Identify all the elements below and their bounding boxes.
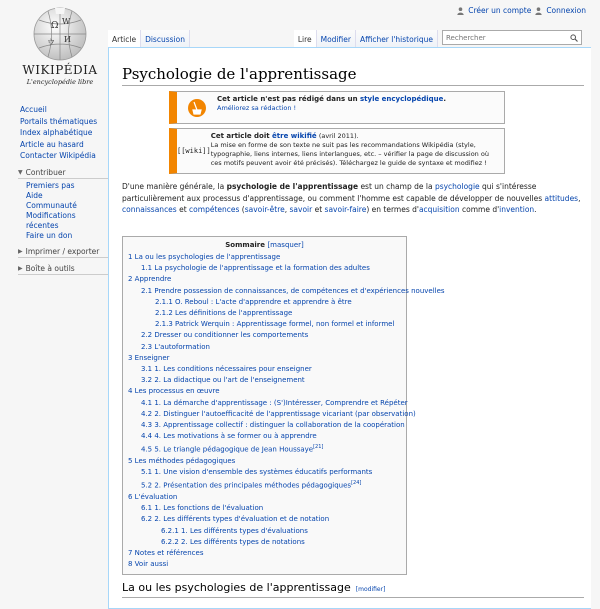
print-portal bbox=[20, 247, 110, 258]
collapsed-arrow-icon: ▶ bbox=[18, 264, 23, 272]
intro-text: ( bbox=[239, 205, 245, 214]
personal-tools bbox=[457, 6, 586, 15]
broom-notice-icon bbox=[187, 98, 207, 118]
toc-item[interactable]: 2 Apprendre bbox=[128, 275, 172, 284]
intro-bold-term: psychologie de l'apprentissage bbox=[226, 182, 359, 191]
tab-edit[interactable]: Modifier bbox=[317, 30, 356, 48]
toc-item[interactable]: 2.1.2 Les définitions de l'apprentissage bbox=[155, 309, 293, 318]
link-attitudes[interactable]: attitudes bbox=[544, 193, 579, 203]
svg-text:Ω: Ω bbox=[51, 21, 59, 31]
intro-text: , bbox=[284, 205, 290, 214]
toc-item[interactable]: 1.1 La psychologie de l'apprentissage et la formation des adultes bbox=[141, 264, 370, 273]
toc-item[interactable]: 6.2.1 1. Les différents types d'évaluations bbox=[161, 526, 308, 535]
toc-item[interactable]: 3 Enseigner bbox=[128, 353, 170, 362]
toc-item[interactable]: 6.1 1. Les fonctions de l'évaluation bbox=[141, 504, 264, 513]
wikify-text bbox=[211, 129, 504, 171]
toc-item[interactable]: 3.2 2. La didactique ou l'art de l'enseignement bbox=[141, 376, 305, 385]
toc-item[interactable]: 3.1 1. Les conditions nécessaires pour enseigner bbox=[141, 365, 312, 374]
expanded-arrow-icon: ▼ bbox=[18, 168, 23, 176]
search-icon[interactable] bbox=[570, 34, 578, 42]
link-connaissances[interactable]: connaissances bbox=[122, 205, 177, 214]
sidebar-item-first-steps[interactable]: Premiers pas bbox=[26, 180, 75, 190]
link-invention[interactable]: invention bbox=[499, 205, 535, 214]
toc-item[interactable]: 4.4 4. Les motivations à se former ou à apprendre bbox=[141, 432, 317, 441]
svg-text:И: И bbox=[64, 35, 71, 44]
tools-heading-label: Boîte à outils bbox=[25, 263, 75, 273]
toc-item[interactable]: 5.2 2. Présentation des principales méthodes pédagogiques[24] bbox=[141, 480, 362, 490]
tab-article[interactable]: Article bbox=[108, 30, 141, 48]
toc-item[interactable]: 4.5 5. Le triangle pédagogique de Jean Houssaye[21] bbox=[141, 444, 324, 454]
toc-item[interactable]: 2.1.3 Patrick Werquin : Apprentissage formel, non formel et informel bbox=[155, 320, 395, 329]
intro-text: comme d' bbox=[459, 205, 500, 214]
wikify-notice-banner bbox=[169, 128, 505, 174]
intro-text: et bbox=[312, 205, 325, 214]
style-link[interactable]: style encyclopédique bbox=[360, 95, 444, 103]
wikify-date: (avril 2011). bbox=[318, 132, 359, 140]
intro-text: D'une manière générale, la bbox=[122, 182, 227, 191]
contribute-heading-label: Contribuer bbox=[25, 167, 66, 177]
svg-text:W: W bbox=[62, 17, 71, 26]
title-divider bbox=[122, 85, 584, 86]
user-icon bbox=[457, 7, 464, 15]
sidebar-navigation bbox=[20, 104, 110, 162]
tab-history[interactable]: Afficher l'historique bbox=[356, 30, 438, 48]
link-competences[interactable]: compétences bbox=[189, 205, 240, 214]
improve-link[interactable]: Améliorez sa rédaction ! bbox=[217, 104, 297, 112]
toc-list bbox=[128, 252, 445, 570]
intro-text: est un champ de la bbox=[358, 182, 435, 191]
toc-title-label: Sommaire bbox=[225, 241, 266, 249]
toc-item[interactable]: 4.1 1. La démarche d'apprentissage : (S')Intéresser, Comprendre et Répéter bbox=[141, 398, 408, 407]
contribute-heading[interactable] bbox=[18, 168, 110, 179]
toc-title bbox=[128, 241, 401, 249]
page-title: Psychologie de l'apprentissage bbox=[122, 65, 357, 83]
intro-text: . bbox=[534, 205, 537, 214]
toc-item[interactable]: 6.2 2. Les différents types d'évaluation et de notation bbox=[141, 515, 330, 524]
collapsed-arrow-icon: ▶ bbox=[18, 247, 23, 255]
sidebar bbox=[20, 104, 110, 275]
wiki-brackets-icon: [[wiki]] bbox=[177, 147, 211, 155]
section-heading bbox=[122, 581, 584, 598]
toc-item[interactable]: 4.3 3. Apprentissage collectif : distinguer la collaboration de la coopération bbox=[141, 421, 405, 430]
toc-item[interactable]: 2.1 Prendre possession de connaissances, de compétences et d'expériences nouvelles bbox=[141, 286, 445, 295]
wikipedia-logo[interactable] bbox=[10, 4, 110, 96]
toc-footnote-ref[interactable]: [21] bbox=[313, 444, 324, 451]
toc-item[interactable]: 4 Les processus en œuvre bbox=[128, 387, 220, 396]
svg-text:ウ: ウ bbox=[47, 38, 55, 47]
wikify-title-before: Cet article doit bbox=[210, 132, 273, 140]
section-edit-link[interactable]: [modifier] bbox=[355, 586, 386, 593]
toc-item[interactable]: 2.2 Dresser ou conditionner les comportements bbox=[141, 331, 309, 340]
toc-item[interactable]: 4.2 2. Distinguer l'autoefficacité de l'apprentissage vicariant (par observation) bbox=[141, 409, 416, 418]
login-icon bbox=[535, 7, 542, 15]
sidebar-item-community[interactable]: Communauté bbox=[26, 200, 77, 210]
tab-read[interactable]: Lire bbox=[294, 30, 317, 48]
print-heading-label: Imprimer / exporter bbox=[25, 246, 100, 256]
style-notice-banner bbox=[169, 91, 505, 124]
notice-icon-cell bbox=[177, 92, 217, 123]
link-savoir-faire[interactable]: savoir-faire bbox=[324, 205, 367, 214]
sidebar-item-accueil[interactable]: Accueil bbox=[20, 105, 47, 114]
contribute-portal bbox=[20, 168, 110, 241]
puzzle-globe-icon bbox=[31, 4, 89, 62]
intro-text: qui s'intéresse particulièrement aux processus d'apprentissage, ou comment l'homme est capable de développer de nouvelles bbox=[122, 182, 545, 203]
toc-item[interactable]: 5 Les méthodes pédagogiques bbox=[128, 456, 236, 465]
sidebar-item-contact[interactable]: Contacter Wikipédia bbox=[20, 151, 96, 160]
sidebar-item-random[interactable]: Article au hasard bbox=[20, 139, 84, 149]
search-box bbox=[442, 30, 582, 45]
intro-text: et bbox=[176, 205, 190, 214]
intro-text: ) en termes d' bbox=[366, 205, 419, 214]
link-savoir[interactable]: savoir bbox=[289, 205, 313, 214]
toc-toggle[interactable]: [masquer] bbox=[267, 241, 304, 249]
toc-item[interactable]: 8 Voir aussi bbox=[128, 560, 169, 569]
content-area bbox=[108, 47, 591, 609]
toc-item[interactable]: 2.3 L'autoformation bbox=[141, 342, 210, 351]
link-acquisition[interactable]: acquisition bbox=[418, 205, 460, 214]
sidebar-item-index[interactable]: Index alphabétique bbox=[20, 128, 93, 137]
toc-item[interactable]: 2.1.1 O. Reboul : L'acte d'apprendre et apprendre à être bbox=[155, 297, 352, 306]
sidebar-item-recent-changes[interactable]: Modifications récentes bbox=[26, 210, 76, 230]
tab-discussion[interactable]: Discussion bbox=[141, 30, 190, 48]
toc-item[interactable]: 7 Notes et références bbox=[128, 548, 204, 557]
wikify-icon-cell bbox=[177, 129, 211, 173]
toc-item[interactable]: 6.2.2 2. Les différents types de notations bbox=[161, 537, 305, 546]
logo-tagline: L'encyclopédie libre bbox=[26, 78, 94, 86]
notice-text-before: Cet article n'est pas rédigé dans un bbox=[217, 95, 361, 103]
notice-text-after: . bbox=[443, 95, 447, 103]
table-of-contents bbox=[122, 236, 445, 575]
view-tabs bbox=[294, 28, 582, 48]
tools-heading[interactable] bbox=[18, 264, 110, 275]
toc-item[interactable]: 1 La ou les psychologies de l'apprentissage bbox=[128, 253, 281, 261]
print-heading[interactable] bbox=[18, 247, 110, 258]
create-account-link[interactable]: Créer un compte bbox=[468, 6, 532, 15]
search-input[interactable] bbox=[446, 34, 556, 42]
tools-portal bbox=[20, 264, 110, 275]
login-link[interactable]: Connexion bbox=[546, 6, 586, 15]
wikify-link[interactable]: être wikifié bbox=[272, 132, 317, 140]
notice-text bbox=[217, 92, 449, 116]
toc-footnote-ref[interactable]: [24] bbox=[351, 480, 362, 487]
sidebar-item-donate[interactable]: Faire un don bbox=[26, 230, 73, 240]
toc-item[interactable]: 6 L'évaluation bbox=[128, 492, 178, 501]
sidebar-item-portails[interactable]: Portails thématiques bbox=[20, 116, 98, 126]
sidebar-item-help[interactable]: Aide bbox=[26, 190, 43, 200]
namespace-tabs bbox=[108, 28, 190, 48]
toc-item[interactable]: 5.1 1. Une vision d'ensemble des systèmes éducatifs performants bbox=[141, 468, 373, 477]
intro-paragraph bbox=[122, 181, 584, 216]
section-heading-text: La ou les psychologies de l'apprentissage bbox=[122, 581, 351, 594]
logo-wordmark: WIKIPÉDIA bbox=[22, 63, 98, 77]
intro-text: , bbox=[578, 193, 581, 203]
link-psychologie[interactable]: psychologie bbox=[434, 182, 480, 191]
wikify-body: La mise en forme de son texte ne suit pas les recommandations Wikipédia (style, typographie, liens internes, liens interlangues, etc. – vérifier la page de discussion où ces motifs peuvent avoir été précisés). Téléchargez le guide de syntaxe et modifiez ! bbox=[210, 141, 489, 167]
link-savoir-etre[interactable]: savoir-être bbox=[244, 205, 285, 214]
